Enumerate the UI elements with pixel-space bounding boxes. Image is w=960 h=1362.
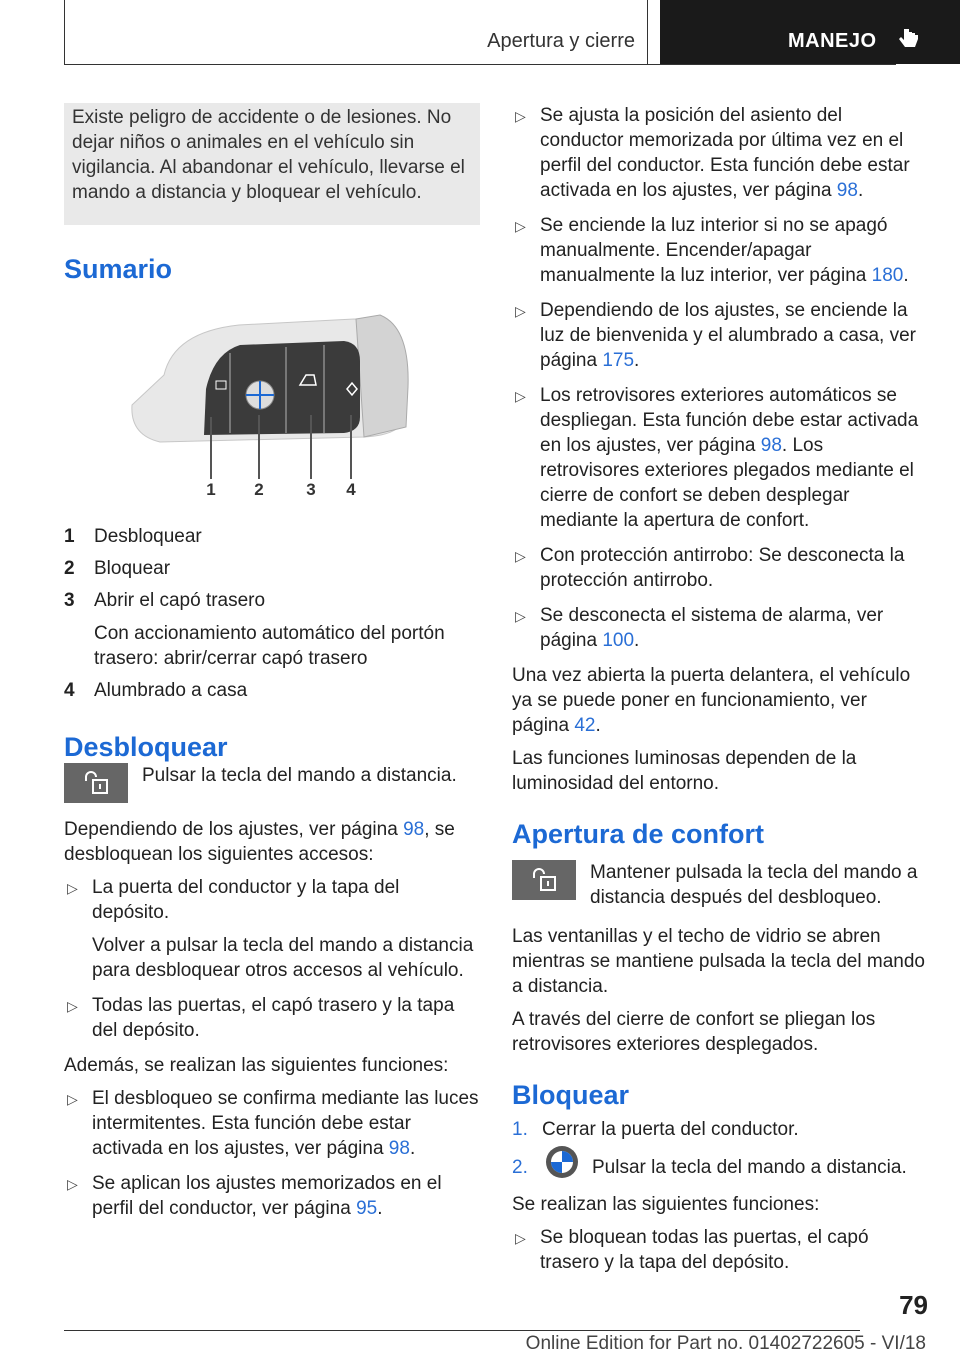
unlock-key-row	[64, 763, 480, 803]
unlock-key-image	[512, 860, 576, 900]
list-item: ▷ Los retrovisores exteriores automáticos se despliegan. Esta función debe estar activada en los ajustes, ver página 98. Los retrovisores exteriores plegados mediante el cierre de confort se deben desplegar mediante la apertura de confort.	[515, 385, 919, 531]
list-item: ▷ Todas las puertas, el capó trasero y la tapa del depósito.	[67, 995, 455, 1041]
legend-item: 3 Abrir el capó trasero Con accionamiento automático del portón trasero: abrir/cerrar capó trasero	[64, 590, 445, 669]
page-link[interactable]: 100	[602, 630, 635, 651]
list-item: ▷ El desbloqueo se confirma mediante las luces intermitentes. Esta función debe estar activada en los ajustes, ver página 98.	[67, 1088, 479, 1159]
callout-3: 3	[306, 480, 316, 497]
callout-1: 1	[206, 480, 216, 497]
callout-4: 4	[346, 480, 356, 497]
unlock-list	[64, 875, 480, 1043]
list-item: ▷ Se aplican los ajustes memorizados en el perfil del conductor, ver página 95.	[67, 1173, 442, 1219]
unlock-icon	[84, 771, 110, 795]
hand-pointer-icon	[898, 27, 920, 51]
legend-item: 1 Desbloquear	[64, 526, 202, 547]
heading-sumario: Sumario	[64, 254, 173, 284]
confort-instruction: Mantener pulsada la tecla del mando a distancia después del desbloqueo.	[590, 862, 918, 908]
functions-list-continued	[512, 103, 926, 653]
paragraph: A través del cierre de confort se pliegan los retrovisores exteriores desplegados.	[512, 1009, 876, 1055]
page-link[interactable]: 175	[602, 350, 635, 371]
legend-list	[64, 524, 480, 703]
chapter-title: MANEJO	[788, 30, 877, 52]
unlock-intro: Dependiendo de los ajustes, ver página 98, se desbloquean los siguientes accesos:	[64, 819, 455, 865]
warning-box	[64, 103, 480, 225]
paragraph: Las ventanillas y el techo de vidrio se abren mientras se mantiene pulsada la tecla del mando a distancia.	[512, 926, 925, 997]
callout-2: 2	[254, 480, 264, 497]
chapter-tab[interactable]	[660, 0, 960, 64]
footer-rule	[64, 1330, 860, 1331]
page-link[interactable]: 180	[871, 265, 904, 286]
functions-list	[64, 1086, 480, 1221]
step-item: 1. Cerrar la puerta del conductor.	[512, 1119, 799, 1140]
list-item: ▷ Se ajusta la posición del asiento del conductor memorizada por última vez en el perfil del conductor. Esta función debe estar activada en los ajustes, ver página 98.	[515, 105, 910, 201]
heading-desbloquear: Desbloquear	[64, 732, 228, 762]
paragraph: Se realizan las siguientes funciones:	[512, 1194, 820, 1215]
right-column	[512, 103, 926, 1285]
paragraph: Las funciones luminosas dependen de la luminosidad del entorno.	[512, 748, 857, 794]
warning-text: Existe peligro de accidente o de lesiones. No dejar niños o animales en el vehículo sin vigilancia. Al abandonar el vehículo, llevarse el mando a distancia y bloquear el vehículo.	[72, 107, 465, 203]
remote-key-figure	[64, 297, 480, 497]
list-item: ▷ Se bloquean todas las puertas, el capó trasero y la tapa del depósito.	[515, 1227, 869, 1273]
page-link[interactable]: 98	[760, 435, 782, 456]
page-link[interactable]: 42	[574, 715, 596, 736]
ademas-text: Además, se realizan las siguientes funciones:	[64, 1055, 449, 1076]
list-item: ▷ Con protección antirrobo: Se desconecta la protección antirrobo.	[515, 545, 905, 591]
header-rule	[64, 64, 896, 65]
bmw-key-icon	[542, 1144, 582, 1180]
paragraph: Una vez abierta la puerta delantera, el vehículo ya se puede poner en funcionamiento, ver página 42.	[512, 665, 911, 736]
unlock-key-image	[64, 763, 128, 803]
page-link[interactable]: 98	[388, 1138, 410, 1159]
list-item: ▷ Dependiendo de los ajustes, se enciende la luz de bienvenida y el alumbrado a casa, ver página 175.	[515, 300, 917, 371]
section-header	[64, 0, 648, 64]
footer-edition: Online Edition for Part no. 01402722605 - VI/18	[525, 1333, 926, 1354]
confort-key-row	[512, 860, 926, 910]
page-number: 79	[899, 1290, 928, 1320]
section-title: Apertura y cierre	[487, 30, 635, 52]
heading-confort: Apertura de confort	[512, 819, 765, 849]
list-item: ▷ Se desconecta el sistema de alarma, ver página 100.	[515, 605, 884, 651]
list-item: ▷ Se enciende la luz interior si no se apagó manualmente. Encender/apagar manualmente la luz interior, ver página 180.	[515, 215, 909, 286]
page-link[interactable]: 95	[356, 1198, 378, 1219]
unlock-instruction: Pulsar la tecla del mando a distancia.	[142, 765, 457, 786]
unlock-icon	[532, 868, 558, 892]
lock-list	[512, 1225, 926, 1275]
step-item: 2. Pulsar la tecla del mando a distancia.	[512, 1154, 926, 1180]
legend-item: 2 Bloquear	[64, 558, 171, 579]
page-link[interactable]: 98	[836, 180, 858, 201]
list-item: ▷ La puerta del conductor y la tapa del depósito. Volver a pulsar la tecla del mando a distancia para desbloquear otros accesos al vehículo.	[67, 877, 474, 981]
page-link[interactable]: 98	[403, 819, 425, 840]
left-column	[64, 103, 480, 1231]
heading-bloquear: Bloquear	[512, 1080, 630, 1110]
legend-item: 4 Alumbrado a casa	[64, 680, 248, 701]
